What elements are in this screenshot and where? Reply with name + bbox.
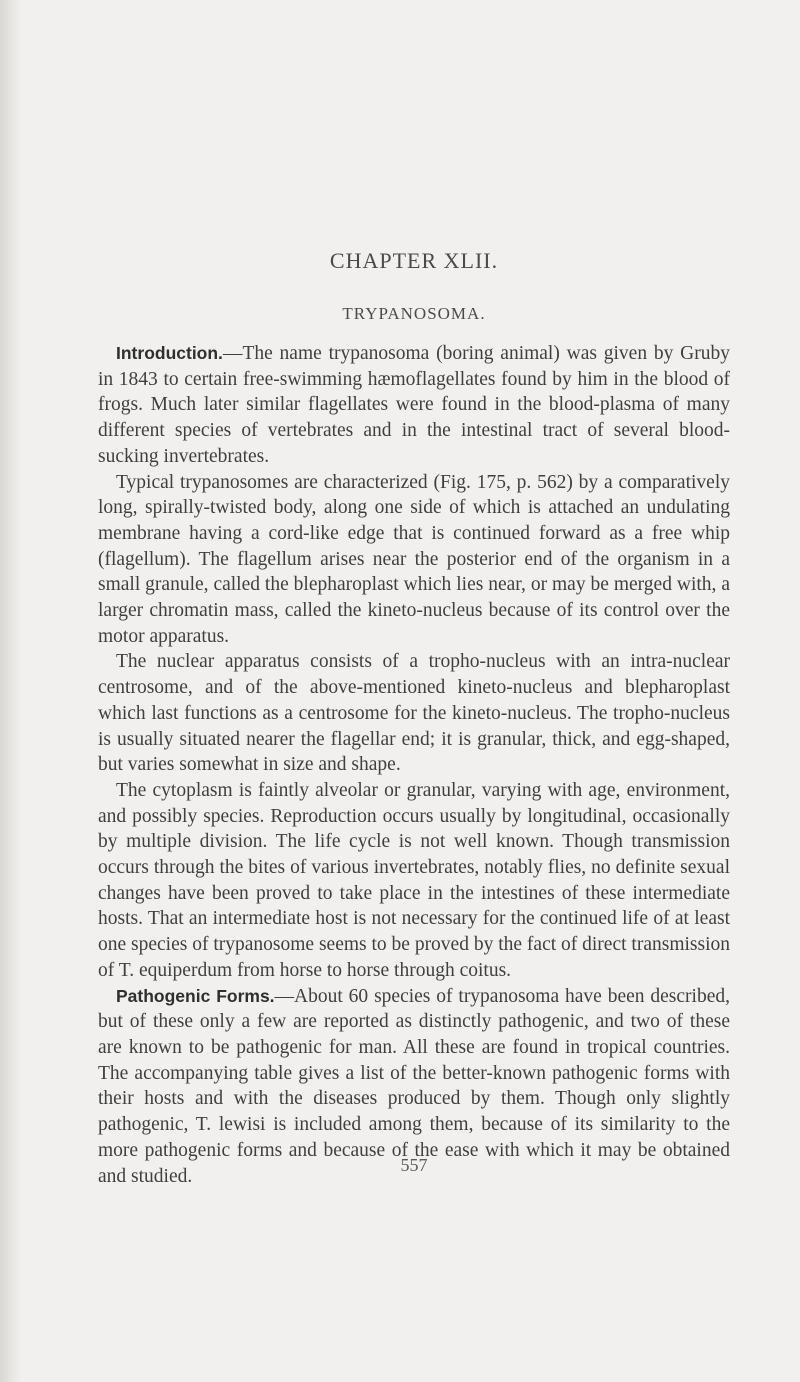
page-number: 557 [400,1155,428,1175]
paragraph-cytoplasm [98,778,730,984]
paragraph-text: The cytoplasm is faintly alveolar or granular, varying with age, environment, and possibly species. Reproduction occurs usually by longitudinal, occasionally by multiple division. The life cycle is not well known. Though transmission occurs through the bites of various invertebrates, notably flies, no definite sexual changes have been proved to take place in the intestines of these intermediate hosts. That an intermediate host is not necessary for the continued life of at least one species of trypanosome seems to be proved by the fact of direct transmission of T. equiperdum from horse to horse through coitus. [98,779,730,981]
paragraph-text: Typical trypanosomes are characterized (Fig. 175, p. 562) by a comparatively long, spirally-twisted body, along one side of which is attached an undulating membrane having a cord-like edge that is continued forward as a free whip (flagellum). The flagellum arises near the posterior end of the organism in a small granule, called the blepharoplast which lies near, or may be merged with, a larger chromatin mass, called the kineto-nucleus because of its control over the motor apparatus. [98,471,730,647]
body-text [98,341,730,1189]
paragraph-text: —About 60 species of trypanosoma have been described, but of these only a few are reported as distinctly pathogenic, and two of these are known to be pathogenic for man. All these are found in tropical countries. The accompanying table gives a list of the better-known pathogenic forms with their hosts and with the diseases produced by them. Though only slightly pathogenic, T. lewisi is included among them, because of its similarity to the more pathogenic forms and because of the ease with which it may be obtained and studied. [98,985,730,1187]
paragraph-nuclear-apparatus [98,649,730,778]
run-in-heading: Pathogenic Forms. [116,985,275,1006]
paragraph-text: The nuclear apparatus consists of a tropho-nucleus with an intra-nuclear centrosome, and of the above-mentioned kineto-nucleus and blepharoplast which last functions as a centrosome for the kineto-nucleus. The tropho-nucleus is usually situated nearer the flagellar end; it is granular, thick, and egg-shaped, but varies somewhat in size and shape. [98,651,730,776]
paragraph-introduction [98,341,730,470]
page-edge-shadow [0,0,22,1382]
run-in-heading: Introduction. [116,343,223,363]
chapter-title: TRYPANOSOMA. [342,304,486,323]
chapter-heading: CHAPTER XLII. [329,248,499,273]
paragraph-text: —The name trypanosoma (boring animal) was given by Gruby in 1843 to certain free-swimming hæmoflagellates found by him in the blood of frogs. Much later similar flagellates were found in the blood-plasma of many different species of vertebrates and in the intestinal tract of several blood-sucking invertebrates. [98,343,730,467]
paragraph-morphology [98,470,730,650]
